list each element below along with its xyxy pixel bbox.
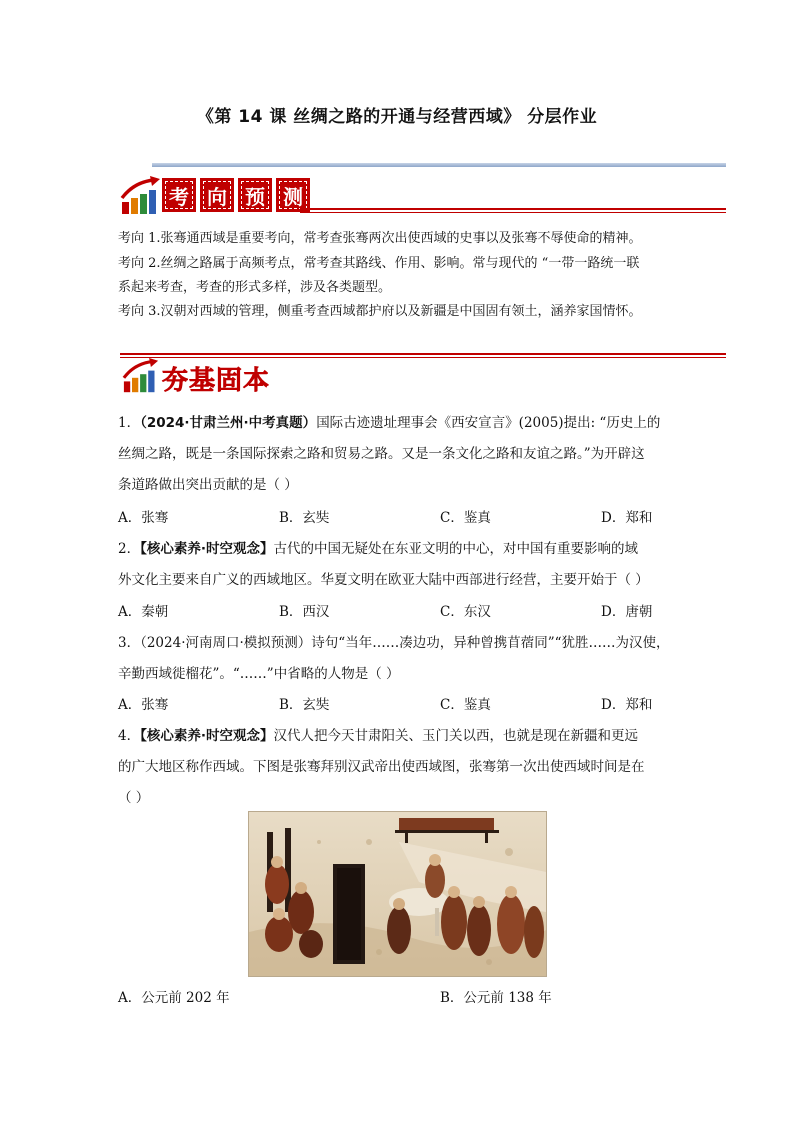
page-title: 《第 14 课 丝绸之路的开通与经营西域》 分层作业 xyxy=(196,107,598,127)
question-text: 丝绸之路，既是一条国际探索之路和贸易之路。又是一条文化之路和友谊之路。”为开辟这 xyxy=(118,446,645,462)
option-d[interactable]: D．唐朝 xyxy=(601,604,653,620)
question-text: 古代的中国无疑处在东亚文明的中心，对中国有重要影响的域 xyxy=(273,541,638,557)
question-text: 辛勤西域徙榴花”。“……”中省略的人物是（ ） xyxy=(118,666,400,682)
section-divider xyxy=(300,208,726,210)
question-number: 1． xyxy=(118,415,141,431)
banner-char: 向 xyxy=(200,178,234,212)
option-d[interactable]: D．郑和 xyxy=(601,697,653,713)
banner-char: 预 xyxy=(238,178,272,212)
section-banner-basics xyxy=(120,358,300,394)
forecast-line: 考向 1.张骞通西域是重要考向，常考查张骞两次出使西域的史事以及张骞不辱使命的精神。 xyxy=(118,231,642,246)
question-text: 外文化主要来自广义的西域地区。华夏文明在欧亚大陆中西部进行经营，主要开始于（ ） xyxy=(118,572,649,588)
option-c[interactable]: C．鉴真 xyxy=(440,697,491,713)
question-number: 3． xyxy=(118,635,141,651)
option-d[interactable]: D．郑和 xyxy=(601,510,653,526)
question-number: 4． xyxy=(118,728,141,744)
question-1 xyxy=(118,411,660,431)
option-a[interactable]: A．秦朝 xyxy=(118,604,169,620)
option-b[interactable]: B．玄奘 xyxy=(279,510,330,526)
trend-chart-icon xyxy=(120,176,162,216)
section-divider xyxy=(300,212,726,213)
mural-painting xyxy=(248,811,547,977)
section-banner-forecast xyxy=(120,176,303,216)
section-divider xyxy=(120,353,726,355)
option-c[interactable]: C．鉴真 xyxy=(440,510,491,526)
option-a[interactable]: A．张骞 xyxy=(118,510,169,526)
option-c[interactable]: C．东汉 xyxy=(440,604,491,620)
banner-char: 测 xyxy=(276,178,310,212)
banner-title: 夯基固本 xyxy=(162,366,271,396)
question-text: 条道路做出突出贡献的是（ ） xyxy=(118,477,298,493)
question-source: （2024·甘肃兰州·中考真题） xyxy=(140,415,317,431)
forecast-line: 考向 2.丝绸之路属于高频考点，常考查其路线、作用、影响。常与现代的 “一带一路统一联 xyxy=(118,256,640,271)
question-source: （2024·河南周口·模拟预测） xyxy=(140,635,312,651)
option-b[interactable]: B．公元前 138 年 xyxy=(440,990,552,1006)
option-b[interactable]: B．玄奘 xyxy=(279,697,330,713)
question-3 xyxy=(118,631,670,651)
question-text: 的广大地区称作西域。下图是张骞拜别汉武帝出使西域图，张骞第一次出使西域时间是在 xyxy=(118,759,645,775)
option-a[interactable]: A．公元前 202 年 xyxy=(118,990,230,1006)
question-source: 【核心素养·时空观念】 xyxy=(140,541,274,557)
title-divider xyxy=(152,163,726,167)
option-a[interactable]: A．张骞 xyxy=(118,697,169,713)
question-text: 汉代人把今天甘肃阳关、玉门关以西，也就是现在新疆和更远 xyxy=(273,728,638,744)
question-4 xyxy=(118,724,638,744)
question-source: 【核心素养·时空观念】 xyxy=(140,728,274,744)
forecast-line: 考向 3.汉朝对西域的管理，侧重考查西域都护府以及新疆是中国固有领土，涵养家国情怀。 xyxy=(118,304,642,319)
question-text: 诗句“当年……凑边功，异种曾携苜蓿同”“犹胜……为汉使， xyxy=(311,635,670,651)
option-b[interactable]: B．西汉 xyxy=(279,604,330,620)
forecast-line: 系起来考查，考查的形式多样，涉及各类题型。 xyxy=(118,280,392,295)
question-text: （ ） xyxy=(118,790,150,806)
trend-chart-icon xyxy=(120,358,162,394)
question-number: 2． xyxy=(118,541,141,557)
banner-char: 考 xyxy=(162,178,196,212)
question-2 xyxy=(118,537,638,557)
question-text: 国际古迹遗址理事会《西安宣言》(2005)提出: “历史上的 xyxy=(316,415,661,431)
